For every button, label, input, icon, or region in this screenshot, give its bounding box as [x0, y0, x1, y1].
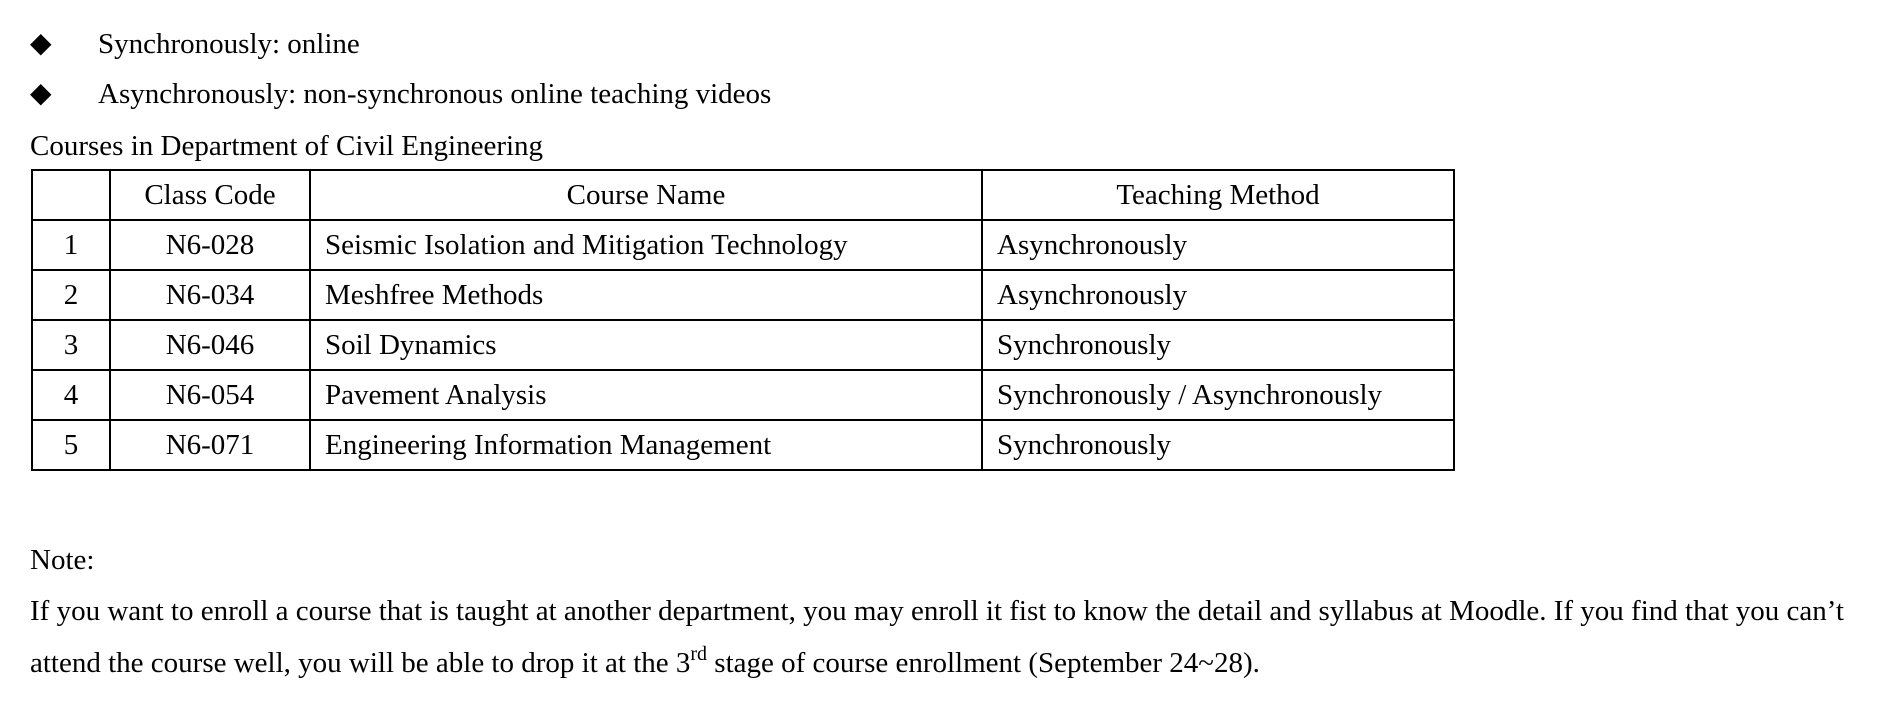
header-class-code: Class Code [110, 170, 310, 220]
teaching-method: Synchronously / Asynchronously [982, 370, 1454, 420]
courses-table [31, 169, 1455, 471]
table-row [32, 320, 1454, 370]
bullet-item-asynchronous [30, 70, 771, 118]
diamond-icon: ◆ [30, 78, 52, 109]
bullet-text: Synchronously: online [98, 27, 360, 60]
note-text-part2: stage of course enrollment (September 24~28). [707, 647, 1260, 679]
row-index: 3 [32, 320, 110, 370]
note-superscript: rd [690, 643, 708, 665]
table-caption: Courses in Department of Civil Engineering [30, 130, 544, 162]
table-row [32, 370, 1454, 420]
note-text-part1: If you want to enroll a course that is taught at another department, you may enroll it fist to know the detail and syllabus at Moodle. If you find that you can’t attend the course well, you will be able to drop it at the 3 [30, 595, 1844, 679]
teaching-method: Asynchronously [982, 220, 1454, 270]
course-name: Seismic Isolation and Mitigation Technology [310, 220, 982, 270]
header-course-name: Course Name [310, 170, 982, 220]
table-row [32, 220, 1454, 270]
course-name: Meshfree Methods [310, 270, 982, 320]
course-name: Soil Dynamics [310, 320, 982, 370]
row-index: 5 [32, 420, 110, 470]
note-label: Note: [30, 544, 95, 576]
teaching-method: Asynchronously [982, 270, 1454, 320]
note-body [30, 585, 1850, 689]
diamond-icon: ◆ [30, 28, 52, 59]
class-code: N6-028 [110, 220, 310, 270]
table-header-row [32, 170, 1454, 220]
class-code: N6-071 [110, 420, 310, 470]
table-row [32, 270, 1454, 320]
bullet-item-synchronous [30, 20, 360, 68]
header-teaching-method: Teaching Method [982, 170, 1454, 220]
table-row [32, 420, 1454, 470]
row-index: 4 [32, 370, 110, 420]
bullet-text: Asynchronously: non-synchronous online teaching videos [98, 77, 772, 110]
teaching-method: Synchronously [982, 320, 1454, 370]
class-code: N6-034 [110, 270, 310, 320]
row-index: 2 [32, 270, 110, 320]
row-index: 1 [32, 220, 110, 270]
course-name: Engineering Information Management [310, 420, 982, 470]
teaching-method: Synchronously [982, 420, 1454, 470]
header-index [32, 170, 110, 220]
class-code: N6-046 [110, 320, 310, 370]
course-name: Pavement Analysis [310, 370, 982, 420]
class-code: N6-054 [110, 370, 310, 420]
